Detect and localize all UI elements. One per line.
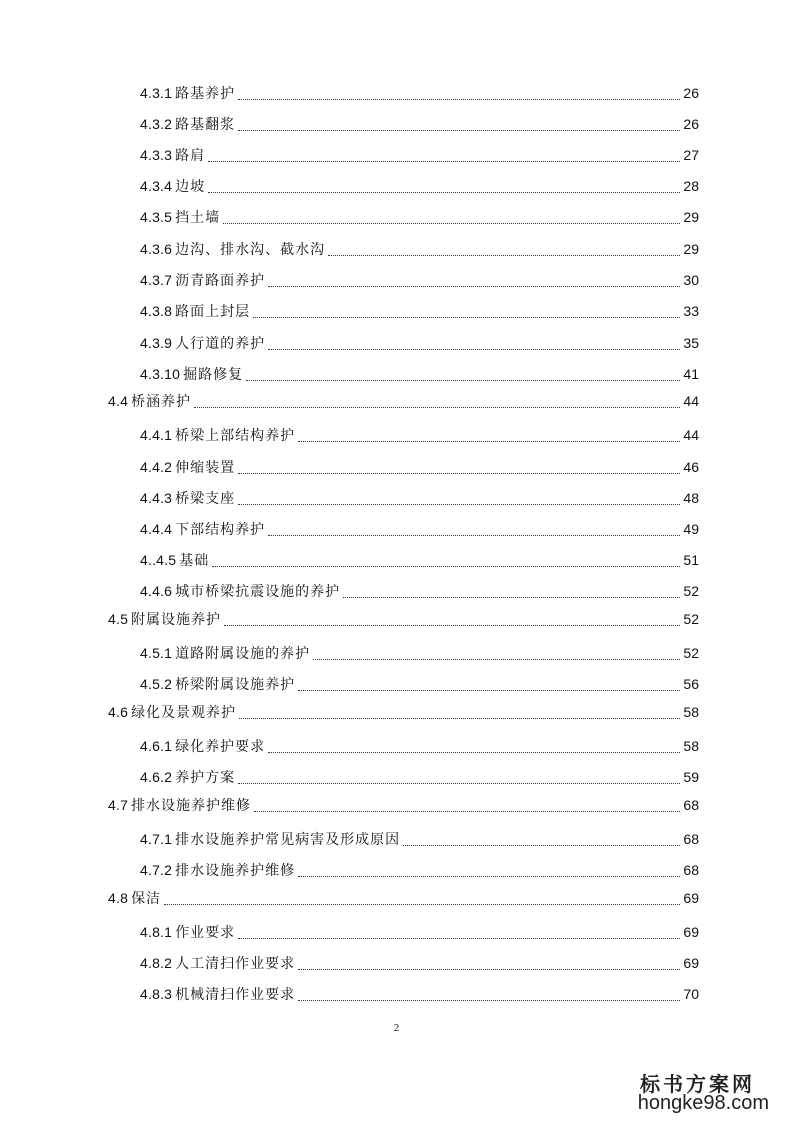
toc-entry[interactable] — [140, 302, 699, 321]
toc-entry-page: 52 — [683, 645, 699, 661]
toc-dot-leader — [194, 403, 680, 408]
toc-entry-number: 4.7.2 — [140, 862, 173, 878]
toc-entry[interactable] — [140, 954, 699, 973]
toc-dot-leader — [343, 593, 680, 598]
toc-entry-title: 沥青路面养护 — [175, 273, 266, 289]
toc-dot-leader — [313, 655, 680, 660]
toc-entry-number: 4.7 — [108, 797, 129, 813]
toc-dot-leader — [268, 531, 680, 536]
toc-entry-number: 4.3.10 — [140, 366, 181, 382]
toc-entry[interactable] — [140, 830, 699, 849]
toc-entry-page: 28 — [683, 178, 699, 194]
toc-dot-leader — [212, 562, 680, 567]
toc-entry-page: 58 — [683, 704, 699, 720]
toc-entry[interactable] — [140, 923, 699, 942]
toc-entry-page: 27 — [683, 147, 699, 163]
toc-entry-title: 路基养护 — [175, 86, 236, 102]
toc-dot-leader — [223, 219, 680, 224]
toc-dot-leader — [238, 934, 680, 939]
toc-entry-page: 69 — [683, 890, 699, 906]
toc-entry-number: 4.3.4 — [140, 178, 173, 194]
toc-dot-leader — [208, 188, 680, 193]
toc-entry-page: 49 — [683, 521, 699, 537]
toc-entry-number: 4.5.2 — [140, 676, 173, 692]
toc-entry[interactable] — [140, 644, 699, 663]
toc-entry[interactable] — [140, 582, 699, 601]
toc-dot-leader — [328, 251, 680, 256]
toc-entry[interactable] — [140, 84, 699, 103]
toc-entry-page: 52 — [683, 611, 699, 627]
toc-entry-title: 边沟、排水沟、截水沟 — [175, 242, 326, 258]
toc-entry-number: 4.3.6 — [140, 241, 173, 257]
toc-entry-page: 68 — [683, 831, 699, 847]
toc-entry-number: 4.6 — [108, 704, 129, 720]
toc-entry-page: 26 — [683, 85, 699, 101]
toc-entry-title: 桥梁上部结构养护 — [175, 428, 296, 444]
toc-entry-title: 排水设施养护维修 — [175, 863, 296, 879]
toc-entry[interactable] — [140, 115, 699, 134]
toc-entry-number: 4.8.3 — [140, 986, 173, 1002]
toc-entry[interactable] — [140, 240, 699, 259]
toc-entry-page: 59 — [683, 769, 699, 785]
toc-dot-leader — [239, 714, 680, 719]
toc-entry-title: 养护方案 — [175, 770, 236, 786]
toc-entry-title: 排水设施养护维修 — [131, 798, 252, 814]
toc-dot-leader — [268, 345, 680, 350]
toc-entry-number: 4.3.3 — [140, 147, 173, 163]
toc-entry[interactable] — [108, 610, 699, 629]
toc-entry-page: 46 — [683, 459, 699, 475]
toc-entry-number: 4.4.2 — [140, 459, 173, 475]
toc-entry[interactable] — [140, 737, 699, 756]
toc-entry[interactable] — [140, 458, 699, 477]
toc-entry[interactable] — [108, 392, 699, 411]
toc-entry-number: 4.3.1 — [140, 85, 173, 101]
toc-entry-number: 4.6.2 — [140, 769, 173, 785]
watermark-cn: 标书方案网 — [640, 1072, 755, 1096]
toc-entry[interactable] — [140, 177, 699, 196]
toc-entry-page: 69 — [683, 955, 699, 971]
toc-entry[interactable] — [140, 675, 699, 694]
toc-dot-leader — [298, 686, 680, 691]
toc-entry-page: 52 — [683, 583, 699, 599]
toc-dot-leader — [298, 996, 680, 1001]
toc-dot-leader — [298, 965, 680, 970]
toc-entry-number: 4.8 — [108, 890, 129, 906]
toc-entry-number: 4.3.7 — [140, 272, 173, 288]
toc-entry-page: 29 — [683, 209, 699, 225]
toc-entry-number: 4..4.5 — [140, 552, 177, 568]
toc-entry-page: 29 — [683, 241, 699, 257]
toc-entry-page: 51 — [683, 552, 699, 568]
toc-entry-title: 人工清扫作业要求 — [175, 956, 296, 972]
toc-entry-title: 机械清扫作业要求 — [175, 987, 296, 1003]
toc-entry-title: 城市桥梁抗震设施的养护 — [175, 584, 341, 600]
toc-entry-page: 58 — [683, 738, 699, 754]
toc-entry-page: 33 — [683, 303, 699, 319]
toc-entry-title: 桥梁附属设施养护 — [175, 677, 296, 693]
toc-entry-number: 4.8.2 — [140, 955, 173, 971]
toc-entry-number: 4.3.2 — [140, 116, 173, 132]
toc-entry-title: 人行道的养护 — [175, 336, 266, 352]
toc-entry[interactable] — [140, 365, 699, 384]
toc-entry[interactable] — [108, 703, 699, 722]
toc-entry[interactable] — [140, 985, 699, 1004]
toc-entry-page: 48 — [683, 490, 699, 506]
toc-entry-title: 绿化及景观养护 — [131, 705, 237, 721]
toc-entry-page: 69 — [683, 924, 699, 940]
toc-entry-page: 70 — [683, 986, 699, 1002]
toc-entry-page: 68 — [683, 797, 699, 813]
toc-entry-title: 边坡 — [175, 179, 206, 195]
toc-entry-number: 4.4.6 — [140, 583, 173, 599]
toc-entry-number: 4.3.5 — [140, 209, 173, 225]
toc-dot-leader — [238, 95, 680, 100]
watermark-en: hongke98.com — [637, 1092, 769, 1114]
toc-dot-leader — [224, 621, 680, 626]
toc-entry-title: 伸缩装置 — [175, 460, 236, 476]
toc-entry-title: 路基翻浆 — [175, 117, 236, 133]
toc-entry-title: 基础 — [179, 553, 210, 569]
toc-dot-leader — [403, 841, 680, 846]
toc-entry-number: 4.7.1 — [140, 831, 173, 847]
toc-entry[interactable] — [108, 796, 699, 815]
toc-entry-title: 挡土墙 — [175, 210, 221, 226]
toc-dot-leader — [238, 469, 680, 474]
toc-entry-page: 68 — [683, 862, 699, 878]
toc-dot-leader — [238, 126, 680, 131]
toc-dot-leader — [298, 437, 680, 442]
toc-entry-title: 掘路修复 — [183, 367, 244, 383]
toc-dot-leader — [238, 779, 680, 784]
toc-dot-leader — [268, 282, 680, 287]
toc-dot-leader — [253, 313, 680, 318]
toc-dot-leader — [208, 157, 680, 162]
toc-entry[interactable] — [140, 489, 699, 508]
toc-entry-number: 4.5.1 — [140, 645, 173, 661]
toc-entry-title: 保洁 — [131, 891, 162, 907]
toc-entry-number: 4.8.1 — [140, 924, 173, 940]
toc-entry-number: 4.4.3 — [140, 490, 173, 506]
toc-entry[interactable] — [140, 768, 699, 787]
toc-dot-leader — [268, 748, 680, 753]
toc-entry-number: 4.3.8 — [140, 303, 173, 319]
toc-dot-leader — [254, 807, 680, 812]
toc-entry-title: 排水设施养护常见病害及形成原因 — [175, 832, 401, 848]
toc-entry-number: 4.3.9 — [140, 335, 173, 351]
toc-entry-title: 附属设施养护 — [131, 612, 222, 628]
toc-entry-title: 桥涵养护 — [131, 394, 192, 410]
toc-entry[interactable] — [140, 334, 699, 353]
page-number: 2 — [393, 1022, 400, 1034]
toc-entry[interactable] — [140, 271, 699, 290]
toc-entry-title: 作业要求 — [175, 925, 236, 941]
toc-entry-title: 桥梁支座 — [175, 491, 236, 507]
toc-entry-number: 4.4.1 — [140, 427, 173, 443]
toc-dot-leader — [246, 376, 680, 381]
toc-entry-title: 路面上封层 — [175, 304, 251, 320]
toc-entry[interactable] — [140, 426, 699, 445]
toc-entry-number: 4.4 — [108, 393, 129, 409]
toc-entry-page: 26 — [683, 116, 699, 132]
toc-entry-number: 4.5 — [108, 611, 129, 627]
toc-entry-number: 4.4.4 — [140, 521, 173, 537]
toc-entry[interactable] — [108, 889, 699, 908]
toc-entry-title: 道路附属设施的养护 — [175, 646, 311, 662]
toc-dot-leader — [238, 500, 680, 505]
toc-dot-leader — [298, 872, 680, 877]
toc-entry-page: 35 — [683, 335, 699, 351]
toc-entry-number: 4.6.1 — [140, 738, 173, 754]
toc-entry[interactable] — [140, 146, 699, 165]
toc-entry[interactable] — [140, 551, 699, 570]
toc-entry-page: 44 — [683, 427, 699, 443]
toc-entry-title: 路肩 — [175, 148, 206, 164]
toc-entry[interactable] — [140, 861, 699, 880]
toc-entry[interactable] — [140, 208, 699, 227]
toc-dot-leader — [164, 900, 680, 905]
toc-entry-page: 41 — [683, 366, 699, 382]
toc-entry-page: 30 — [683, 272, 699, 288]
toc-entry-page: 44 — [683, 393, 699, 409]
toc-entry[interactable] — [140, 520, 699, 539]
toc-entry-title: 下部结构养护 — [175, 522, 266, 538]
toc-entry-page: 56 — [683, 676, 699, 692]
watermark-logo — [639, 1068, 779, 1116]
toc-entry-title: 绿化养护要求 — [175, 739, 266, 755]
